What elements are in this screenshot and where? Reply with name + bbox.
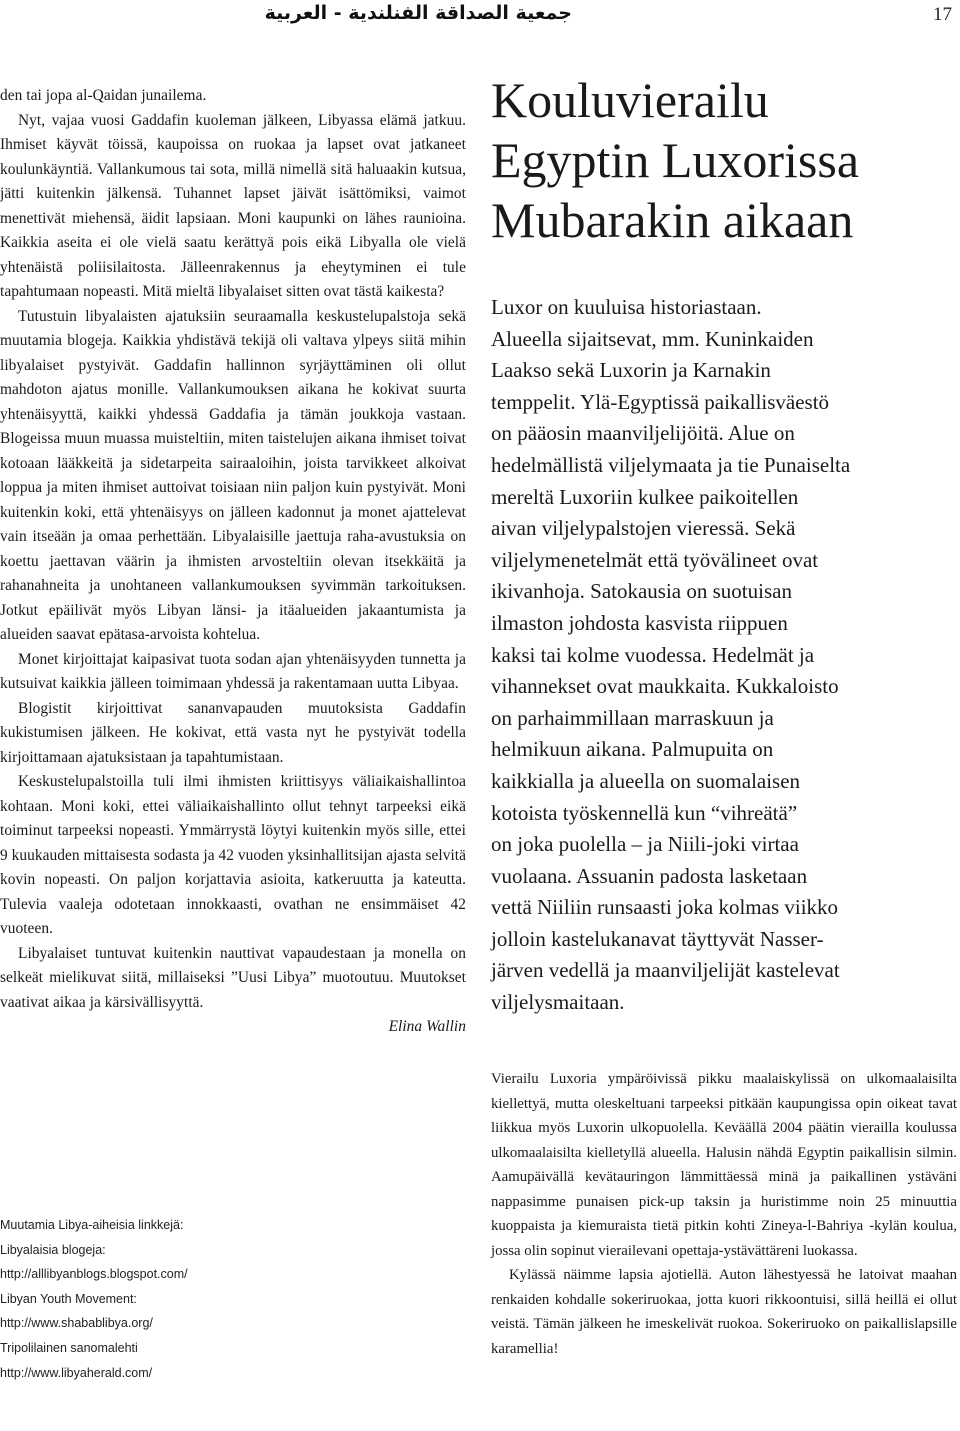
article-paragraph: Libyalaiset tuntuvat kuitenkin nauttivat vapaudestaan ja monella on selkeät mielikuvat siitä, millaiseksi ”Uusi Libya” muotoutuu. Muutokset vaativat aikaa ja kärsivällisyyttä. [0, 944, 466, 1011]
lead-line: on joka puolella – ja Niili-joki virtaa [491, 832, 799, 857]
lead-line: kotoista työskennellä kun “vihreätä” [491, 800, 798, 825]
article-title [491, 70, 957, 250]
links-heading: Muutamia Libya-aiheisia linkkejä: [0, 1218, 184, 1232]
links-label: Libyalaisia blogeja: [0, 1242, 106, 1257]
lead-line: on parhaimmillaan marraskuun ja [491, 705, 774, 730]
lead-line: Laakso sekä Luxorin ja Karnakin [491, 358, 771, 383]
lead-line: kaikkialla ja alueella on suomalaisen [491, 768, 801, 793]
libya-links-list [0, 1213, 466, 1385]
lead-line: viljelymenetelmät että työvälineet ovat [491, 547, 819, 572]
lead-line: kaksi tai kolme vuodessa. Hedelmät ja [491, 642, 815, 667]
libya-article-column [0, 84, 466, 1040]
lead-line: on pääosin maanviljelijöitä. Alue on [491, 421, 795, 446]
article-paragraph: Monet kirjoittajat kaipasivat tuota sodan ajan yhtenäisyyden tunnetta ja kutsuivat kaikkia jälleen toimimaan yhdessä ja rakentamaan uutta Libyaa. [0, 650, 466, 692]
article-paragraph: den tai jopa al-Qaidan junailema. [0, 87, 207, 104]
article-paragraph: Keskustelupalstoilla tuli ilmi ihmisten kriittisyys väliaikaishallintoa kohtaan. Moni koki, ettei väliaikaishallinto ollut tehnyt tarpeeksi eikä toiminut tarpeeksi nopeasti. Ymmärrystä löytyi kuitenkin myös sille, ettei 9 kuukauden mittaisesta sodasta ja 42 vuoden yksinhallitsijan ajasta selvitä kovin nopeasti. On paljon korjattavia asioita, katkeruutta ja kateutta. Tulevia vaaleja odotetaan innokkaasti, ovathan ne ensimmäiset 42 vuoteen. [0, 773, 466, 937]
author-signature: Elina Wallin [388, 1018, 466, 1035]
article-title-line: Kouluvierailu [491, 72, 769, 128]
luxor-article-body [491, 1067, 957, 1361]
lead-line: hedelmällistä viljelymaata ja tie Punaiselta [491, 452, 851, 477]
article-title-line: Egyptin Luxorissa [491, 132, 860, 188]
lead-line: Luxor on kuuluisa historiastaan. [491, 295, 762, 319]
lead-line: aivan viljelypalstojen vieressä. Sekä [491, 516, 796, 541]
links-label: Libyan Youth Movement: [0, 1291, 137, 1306]
article-paragraph: Blogistit kirjoittivat sananvapauden muutoksista Gaddafin kukistumisen jälkeen. He kokivat, että vasta nyt he pystyivät todella kirjoittamaan ajatuksistaan ja tapahtumistaan. [0, 699, 466, 766]
article-paragraph: Kylässä näimme lapsia ajotiellä. Auton lähestyessä he latoivat maahan renkaiden kohdalle sokeriruokaa, jotta kuori rikkoontuisi, sillä heillä ei ollut veistä. Tämän jälkeen he imeskelivät ruokoa. Sokeriruoko on paikallislapsille karamellia! [491, 1267, 957, 1357]
article-paragraph: Tutustuin libyalaisten ajatuksiin seuraamalla keskustelupalstoja sekä muutamia blogeja. Kaikkia yhdistävä tekijä oli valtava ylpeys siitä mihin libyalaiset pystyivät. Gaddafin hallinnon syrjäyttäminen oli ollut mahdoton ajatus monille. Vallankumouksen aikana he kokivat suurta yhtenäisyyttä, kaikki yhdessä Gaddafia ja tämän joukkoja vastaan. Blogeissa muun muassa muisteltiin, miten taistelujen aikana ihmiset toivat kotoaan lääkkeitä ja sidetarpeita sairaaloihin, joista tarvikkeet alkoivat loppua ja miten ihmiset auttoivat toisiaan niin paljon kuin pystyivät. Moni kuitenkin koki, että yhtenäisyys on jälleen kadonnut ja monet ajattelevat vain itseään ja omaa perhettään. Libyalaisille jaettuja raha-avustuksia on koettu jaettavan väärin ja ihmisten arvosteltiin olevan itsekkäitä ja rahanahneita ja unohtaneen vallankumouksen syvimmän tarkoituksen. Jotkut epäilivät myös Libyan länsi- ja itäalueiden jakaantumista ja alueiden saavat epätasa-arvoista kohtelua. [0, 307, 466, 643]
page-number: 17 [933, 4, 952, 25]
lead-line: temppelit. Ylä-Egyptissä paikallisväestö [491, 389, 830, 414]
lead-line: vuolaana. Assuanin padosta lasketaan [491, 863, 808, 888]
lead-line: ikivanhoja. Satokausia on suotuisan [491, 579, 792, 604]
link-url[interactable]: http://www.libyaherald.com/ [0, 1365, 153, 1380]
link-url[interactable]: http://alllibyanblogs.blogspot.com/ [0, 1267, 188, 1282]
newsletter-header-title: جمعية الصداقة الفنلندية - العربية [264, 2, 572, 24]
link-url[interactable]: http://www.shabablibya.org/ [0, 1316, 153, 1331]
article-lead [491, 292, 957, 1019]
lead-line: vihannekset ovat maukkaita. Kukkaloisto [491, 674, 839, 699]
article-paragraph: Nyt, vajaa vuosi Gaddafin kuoleman jälkeen, Libyassa elämä jatkuu. Ihmiset käyvät töissä, kaupoissa on ruokaa ja lapset ovat jatkaneet koulunkäyntiä. Vallankumous tai sota, millä nimellä sitä haluaakin kutsua, jätti kuitenkin jälkensä. Tuhannet lapset jäivät isättömiksi, vaimot menettivät miehensä, äidit lapsiaan. Moni kaupunki on lähes raunioina. Kaikkia aseita ei ole vielä saatu kerättyä pois eikä Libyalla ole vielä yhtenäistä poliisilaitosta. Jälleenrakennus ja eheytyminen ei tule tapahtumaan nopeasti. Mitä mieltä libyalaiset sitten ovat tästä kaikesta? [0, 111, 466, 300]
lead-line: vettä Niiliin runsaasti joka kolmas viikko [491, 895, 839, 920]
article-title-line: Mubarakin aikaan [491, 192, 854, 248]
luxor-article-column [491, 70, 957, 1019]
lead-line: helmikuun aikana. Palmupuita on [491, 737, 774, 762]
lead-line: jolloin kastelukanavat täyttyvät Nasser- [491, 926, 824, 951]
lead-line: järven vedellä ja maanviljelijät kastelevat [491, 958, 840, 983]
lead-line: viljelysmaitaan. [491, 990, 625, 1015]
lead-line: Alueella sijaitsevat, mm. Kuninkaiden [491, 326, 814, 351]
lead-line: mereltä Luxoriin kulkee paikoitellen [491, 484, 799, 509]
lead-line: ilmaston johdosta kasvista riippuen [491, 610, 788, 635]
links-label: Tripolilainen sanomalehti [0, 1340, 138, 1355]
article-paragraph: Vierailu Luxoria ympäröivissä pikku maalaiskylissä on ulkomaalaisilta kiellettyä, mutta oleskeltuani tarpeeksi pitkään kaupungissa opin oikeat tavat liikkua myös Luxorin ulkopuolella. Keväällä 2004 päätin vierailla koulussa ulkomaalaisilta kielletyllä alueella. Halusin nähdä Egyptin paikallisin silmin. Aamupäivällä kevätauringon lämmittäessä minä ja paikallinen ystäväni nappasimme punaisen pick-up taksin ja huristimme noin 25 minuuttia kuoppaista ja kiemuraista tietä pitkin kohti Zineya-l-Bahriya -kylän koulua, jossa olin sopinut vierailevani opettaja-ystävättäreni luokassa. [491, 1071, 957, 1259]
